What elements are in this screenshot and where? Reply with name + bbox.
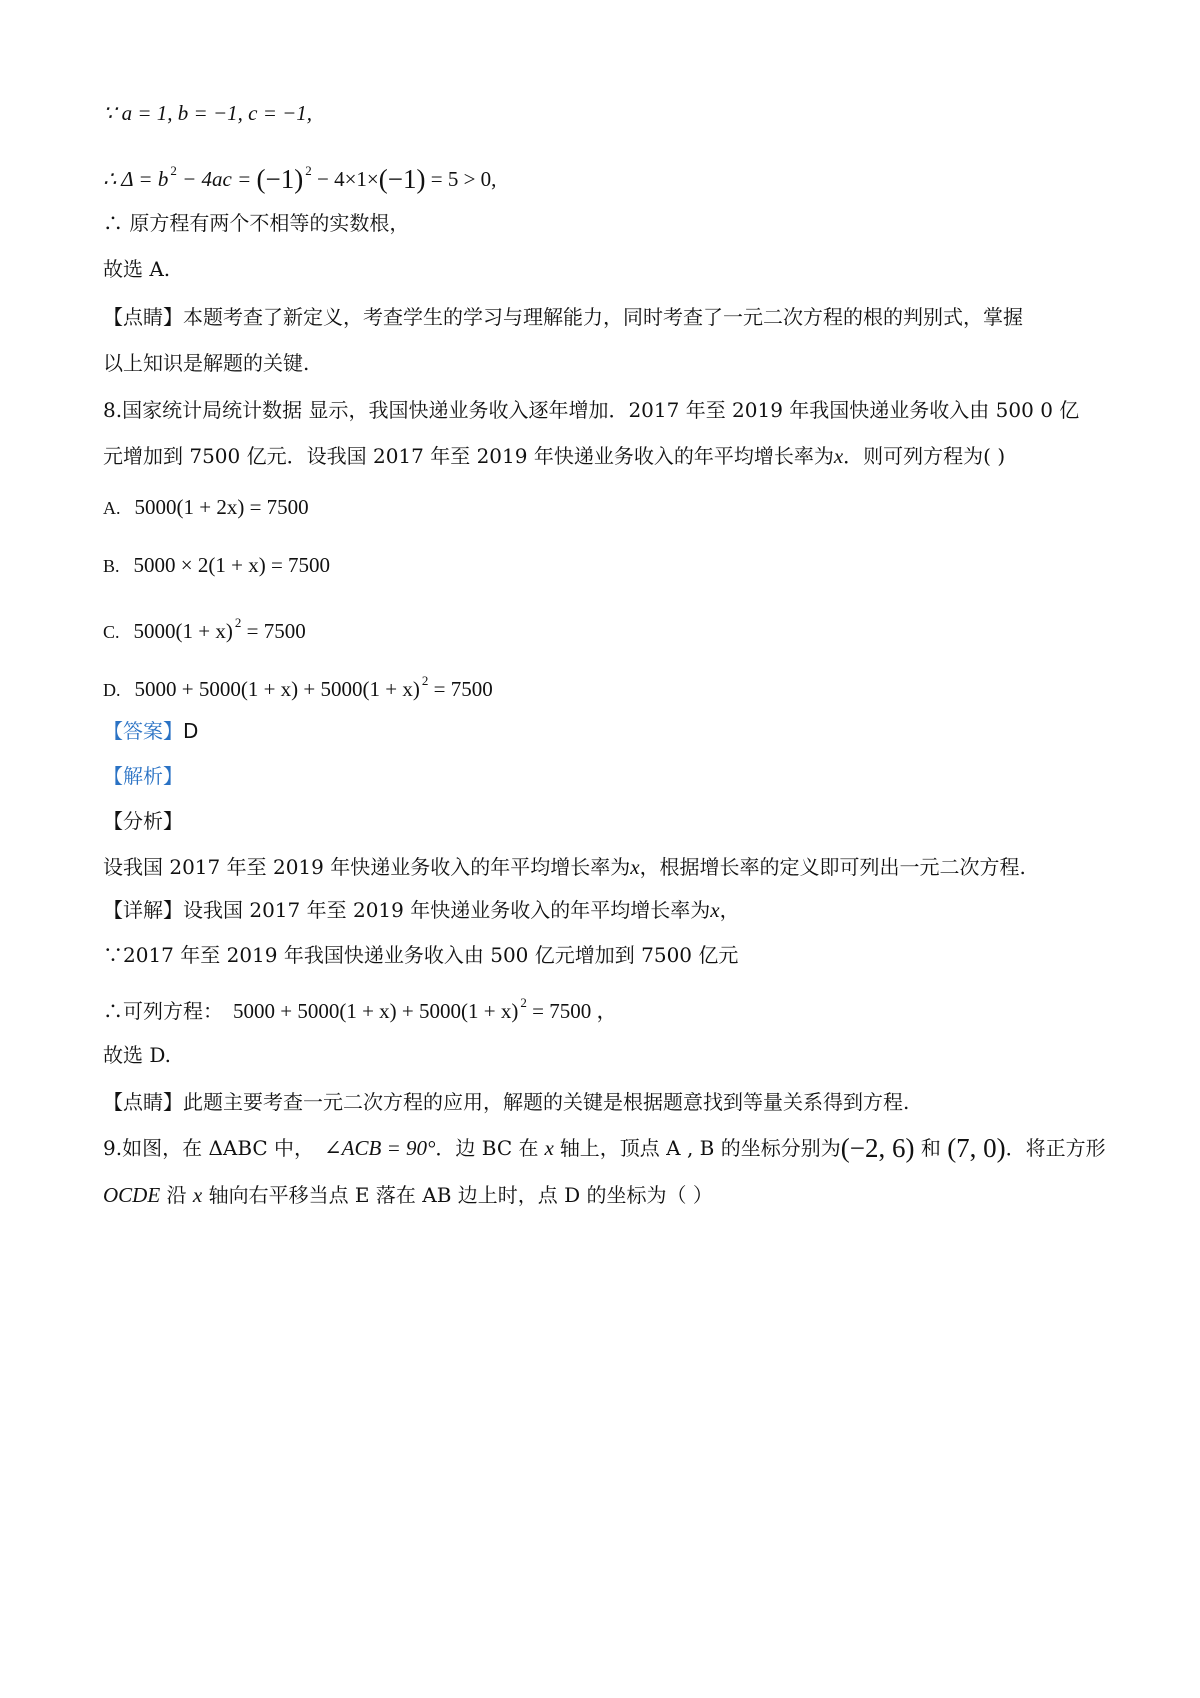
- q8-stem-line-1: 8.国家统计局统计数据 显示，我国快递业务收入逐年增加．2017 年至 2019 年我国快递业务收入由 500 0 亿: [103, 398, 1080, 422]
- delta-exp-b: 2: [170, 163, 177, 178]
- delta-tail: = 5 > 0,: [425, 167, 497, 191]
- option-d-pre: 5000 + 5000(1 + x) + 5000(1 + x): [134, 677, 420, 701]
- option-c-pre: 5000(1 + x): [133, 619, 233, 643]
- q8-option-a: [103, 492, 309, 523]
- delta-base1: (−1): [256, 164, 304, 194]
- therefore-text: ∴可列方程：: [103, 999, 223, 1023]
- option-c-exp: 2: [234, 615, 242, 630]
- delta-prefix: ∴ Δ = b: [103, 167, 169, 191]
- q8-stem-text-a: 元增加到 7500 亿元．设我国 2017 年至 2019 年快递业务收入的年平均增长率为: [103, 444, 834, 468]
- q8-option-c: [103, 608, 306, 647]
- q8-stem-text-b: ．则可列方程为( ): [843, 444, 1006, 468]
- q9-text-g: 轴向右平移当点 E 落在 AB 边上时，点 D 的坐标为（ ）: [202, 1183, 713, 1207]
- q8-option-d: [103, 666, 493, 705]
- discriminant-formula: [103, 156, 496, 194]
- option-a-text: 5000(1 + 2x) = 7500: [134, 495, 309, 519]
- q9-text-b: ．边 BC 在: [435, 1136, 539, 1160]
- q9-text-d: 和: [914, 1136, 948, 1160]
- q9-stem-line-2: [103, 1180, 713, 1210]
- comment-line-2: 以上知识是解题的关键.: [103, 351, 310, 375]
- option-c-label: C.: [103, 622, 120, 642]
- q9-text-c: 轴上，顶点 A , B 的坐标分别为: [559, 1136, 841, 1160]
- comment-line-1: 【点睛】本题考查了新定义，考查学生的学习与理解能力，同时考查了一元二次方程的根的判别式，掌握: [103, 305, 1023, 329]
- detail-text-a: 【详解】设我国 2017 年至 2019 年快递业务收入的年平均增长率为: [103, 898, 711, 922]
- q8-comment: 【点睛】此题主要考查一元二次方程的应用，解题的关键是根据题意找到等量关系得到方程.: [103, 1090, 910, 1114]
- option-b-label: B.: [103, 556, 120, 576]
- delta-mid: − 4ac =: [176, 167, 257, 191]
- delta-exp: 2: [305, 163, 312, 178]
- q9-coord-a: (−2, 6): [840, 1133, 915, 1163]
- q8-var-x: x: [833, 444, 844, 468]
- q8-option-b: [103, 550, 330, 581]
- q9-text-a: 9.如图，在 ΔABC 中，: [103, 1136, 315, 1160]
- q9-angle: ∠ACB = 90°: [324, 1136, 436, 1160]
- therefore-line: [103, 988, 617, 1026]
- fenxi-text-b: ，根据增长率的定义即可列出一元二次方程.: [639, 855, 1026, 879]
- q9-square-name: OCDE: [103, 1183, 161, 1207]
- q9-coord-b: (7, 0): [947, 1133, 1006, 1163]
- option-d-exp: 2: [421, 673, 429, 688]
- q9-stem-line-1: [103, 1133, 1106, 1163]
- fenxi-tag: 【分析】: [103, 809, 183, 833]
- answer-tag: 【答案】: [103, 719, 183, 743]
- q8-choice: 故选 D.: [103, 1043, 172, 1067]
- q9-text-e: ．将正方形: [1005, 1136, 1106, 1160]
- therefore-exp: 2: [520, 995, 527, 1010]
- q8-stem-line-2: [103, 441, 1005, 471]
- option-d-label: D.: [103, 680, 121, 700]
- answer-line: [103, 716, 198, 746]
- fenxi-text: [103, 852, 1026, 882]
- detail-text-b: ，: [719, 898, 740, 922]
- option-b-text: 5000 × 2(1 + x) = 7500: [133, 553, 331, 577]
- detail-text: [103, 895, 740, 925]
- q9-text-f: 沿: [160, 1183, 193, 1207]
- option-d-post: = 7500: [428, 677, 493, 701]
- fenxi-var-x: x: [630, 855, 640, 879]
- fenxi-text-a: 设我国 2017 年至 2019 年快递业务收入的年平均增长率为: [103, 855, 631, 879]
- analysis-tag: 【解析】: [103, 764, 183, 788]
- therefore-pre: 5000 + 5000(1 + x) + 5000(1 + x): [233, 999, 519, 1023]
- delta-base2: (−1): [378, 164, 426, 194]
- therefore-post: = 7500 ，: [526, 999, 618, 1023]
- conclusion-text: ∴ 原方程有两个不相等的实数根，: [103, 211, 410, 235]
- q9-var-x: x: [544, 1136, 554, 1160]
- because-text: ∵2017 年至 2019 年我国快递业务收入由 500 亿元增加到 7500 亿元: [103, 943, 739, 967]
- given-values: ∵ a = 1, b = −1, c = −1,: [103, 101, 313, 125]
- q9-var-x-2: x: [192, 1183, 203, 1207]
- option-c-post: = 7500: [241, 619, 306, 643]
- delta-rest: − 4×1×: [311, 167, 379, 191]
- choice-text: 故选 A.: [103, 257, 171, 281]
- answer-value: D: [183, 719, 199, 743]
- detail-var-x: x: [710, 898, 720, 922]
- option-a-label: A.: [103, 498, 121, 518]
